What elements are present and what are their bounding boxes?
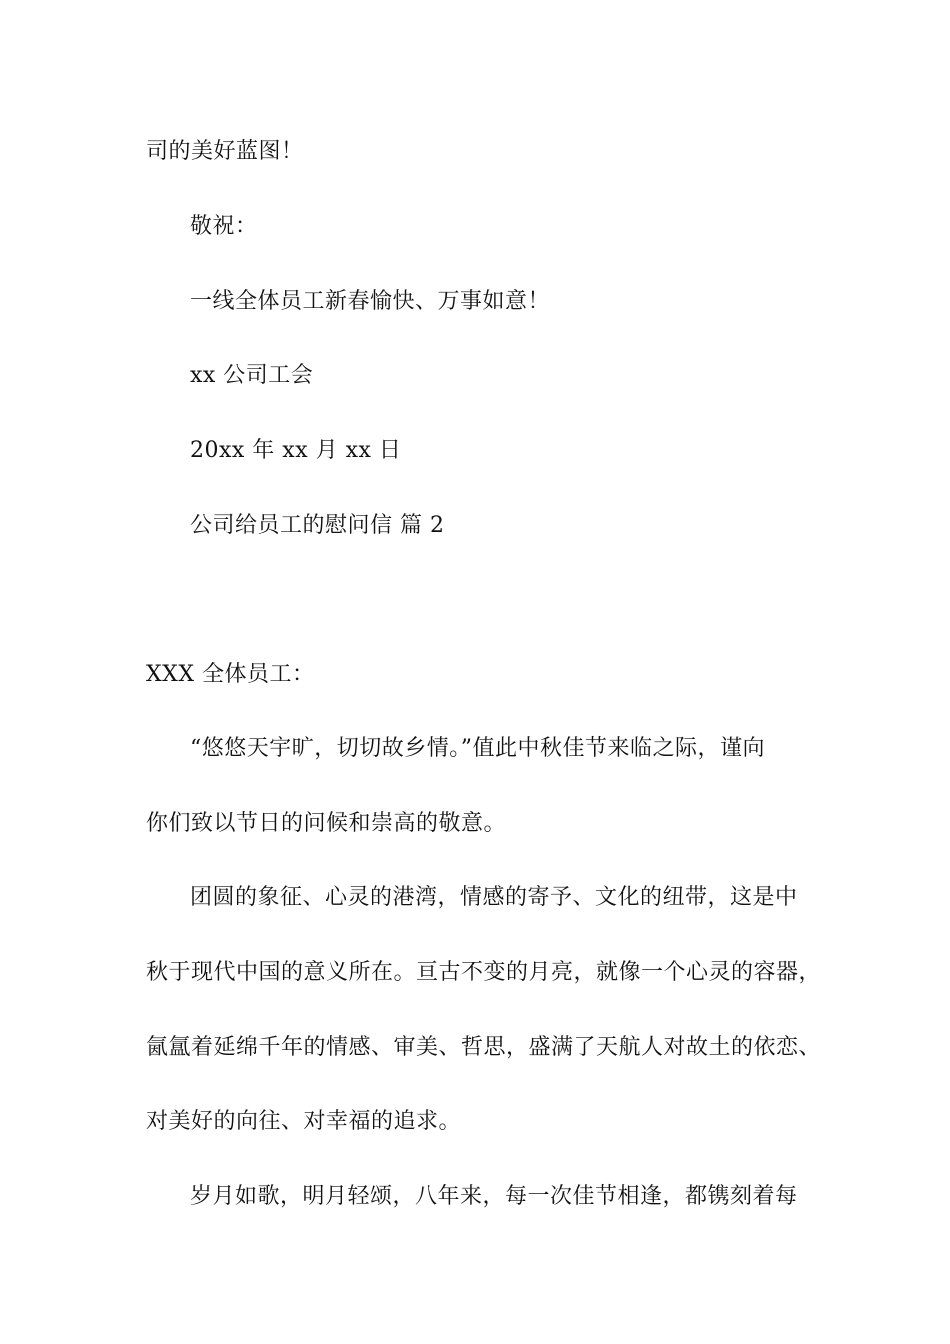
text-line-signature: xx 公司工会 [190, 363, 314, 388]
paragraph-line: 你们致以节日的问候和崇高的敬意。 [146, 811, 507, 836]
section-heading: 公司给员工的慰问信 篇 2 [190, 513, 445, 538]
text-line-continuation: 司的美好蓝图！ [146, 139, 304, 164]
paragraph-line: 氤氲着延绵千年的情感、审美、哲思，盛满了天航人对故土的依恋、 [146, 1035, 822, 1060]
text-line-date: 20xx 年 xx 月 xx 日 [190, 438, 402, 463]
paragraph-line: “悠悠天宇旷，切切故乡情。”值此中秋佳节来临之际，谨向 [190, 736, 765, 761]
text-line-salutation-closing: 敬祝： [190, 214, 258, 239]
paragraph-line: 岁月如歌，明月轻颂，八年来，每一次佳节相逢，都镌刻着每 [190, 1184, 798, 1209]
paragraph-line: 秋于现代中国的意义所在。亘古不变的月亮，就像一个心灵的容器， [146, 960, 822, 985]
paragraph-line: 对美好的向往、对幸福的追求。 [146, 1109, 462, 1134]
text-line-wishes: 一线全体员工新春愉快、万事如意！ [190, 289, 551, 314]
paragraph-line: 团圆的象征、心灵的港湾，情感的寄予、文化的纽带，这是中 [190, 885, 798, 910]
text-line-greeting: XXX 全体员工： [146, 662, 315, 687]
